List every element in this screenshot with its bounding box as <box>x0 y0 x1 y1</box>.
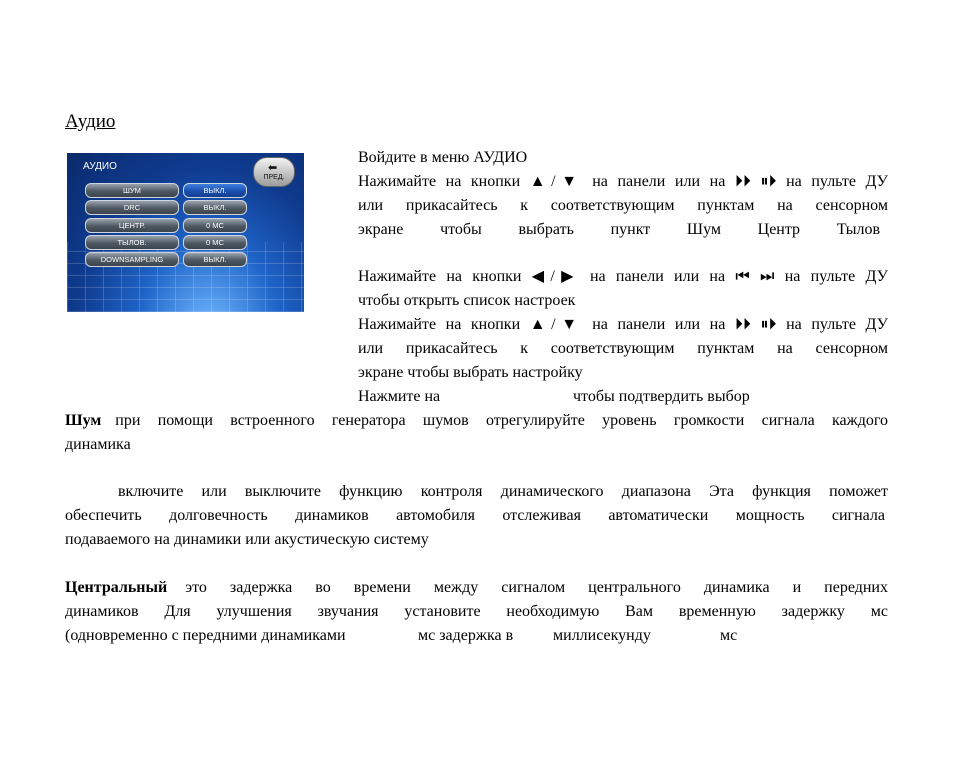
section-heading: Аудио <box>65 111 116 132</box>
back-arrow-icon: ⬅ <box>268 162 278 174</box>
center-paragraph-line-3b: мс задержка в <box>418 627 514 644</box>
center-paragraph-line-1 <box>65 578 888 598</box>
noise-text: при помощи встроенного генератора шумов отрегулируйте уровень громкости сигнала каждого <box>115 412 888 429</box>
menu-item-rear[interactable]: ТЫЛОВ. <box>85 235 179 250</box>
center-value[interactable]: 0 MC <box>183 218 247 233</box>
instruction-line-7: Нажимайте на кнопки ▲/▼ на панели или на ⏵⏵ ⏸⏵ на пульте ДУ <box>358 316 888 333</box>
audio-menu-screenshot <box>67 153 304 312</box>
noise-value[interactable]: ВЫКЛ. <box>183 183 247 198</box>
drc-paragraph-line-1: включите или выключите функцию контроля динамического диапазона Эта функция поможет <box>118 483 888 500</box>
drc-paragraph-line-3: подаваемого на динамики или акустическую систему <box>65 531 429 548</box>
instruction-line-6: чтобы открыть список настроек <box>358 292 576 309</box>
center-text: это задержка во времени между сигналом центрального динамика и передних <box>185 579 888 596</box>
instruction-line-5: Нажимайте на кнопки ◀/▶ на панели или на ⏮ ⏭ на пульте ДУ <box>358 268 888 285</box>
center-paragraph-line-3a: (одновременно с передними динамиками <box>65 627 346 644</box>
instruction-line-2: Нажимайте на кнопки ▲/▼ на панели или на ⏵⏵ ⏸⏵ на пульте ДУ <box>358 173 888 190</box>
instruction-line-8: или прикасайтесь к соответствующим пунктам на сенсорном <box>358 340 888 357</box>
instruction-line-9: экране чтобы выбрать настройку <box>358 364 583 381</box>
center-paragraph-line-2: динамиков Для улучшения звучания установите необходимую Вам временную задержку мс <box>65 603 888 620</box>
noise-paragraph-line-2: динамика <box>65 436 131 453</box>
instruction-line-10b: чтобы подтвердить выбор <box>573 388 750 405</box>
instruction-line-4: экране чтобы выбрать пункт Шум Центр Тылов <box>358 221 880 238</box>
back-button[interactable] <box>253 157 295 187</box>
drc-paragraph-line-2: обеспечить долговечность динамиков автомобиля отслеживая автоматически мощность сигнала <box>65 507 885 524</box>
instruction-line-3: или прикасайтесь к соответствующим пунктам на сенсорном <box>358 197 888 214</box>
instruction-line-1: Войдите в меню АУДИО <box>358 149 528 166</box>
drc-value[interactable]: ВЫКЛ. <box>183 200 247 215</box>
center-paragraph-line-3d: мс <box>720 627 738 644</box>
rear-value[interactable]: 0 MC <box>183 235 247 250</box>
back-label: ПРЕД. <box>263 174 285 181</box>
menu-item-center[interactable]: ЦЕНТР. <box>85 218 179 233</box>
center-paragraph-line-3c: миллисекунду <box>553 627 651 644</box>
menu-item-noise[interactable]: ШУМ <box>85 183 179 198</box>
instruction-line-10a: Нажмите на <box>358 388 441 405</box>
noise-paragraph-line-1 <box>65 411 888 431</box>
menu-item-downsampling[interactable]: DOWNSAMPLING <box>85 252 179 267</box>
menu-item-drc[interactable]: DRC <box>85 200 179 215</box>
menu-title: АУДИО <box>83 161 117 172</box>
center-term: Центральный <box>65 579 168 596</box>
noise-term: Шум <box>65 412 102 429</box>
downsampling-value[interactable]: ВЫКЛ. <box>183 252 247 267</box>
